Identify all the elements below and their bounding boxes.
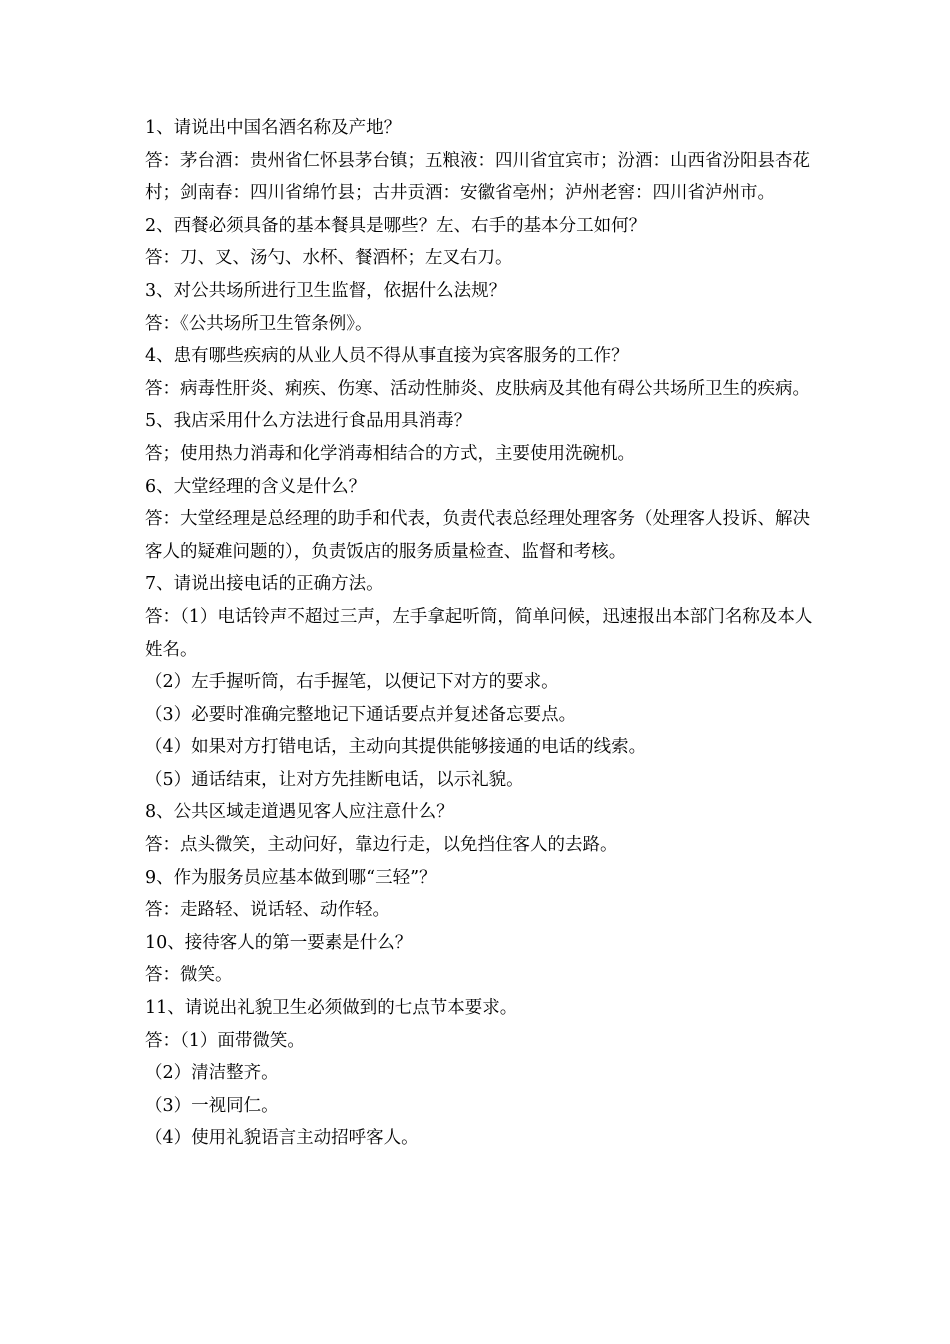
answer-7-step-3: （3）必要时准确完整地记下通话要点并复述备忘要点。 xyxy=(145,704,577,725)
question-11: 11、请说出礼貌卫生必须做到的七点节本要求。 xyxy=(145,998,518,1019)
question-8: 8、公共区域走道遇见客人应注意什么？ xyxy=(145,802,454,823)
answer-1: 答：茅台酒：贵州省仁怀县茅台镇；五粮液：四川省宜宾市；汾酒：山西省汾阳县杏花村；剑南春：四川省绵竹县；古井贡酒：安徽省亳州；泸州老窖：四川省泸州市。 xyxy=(145,150,810,204)
document-page xyxy=(145,112,813,1155)
answer-11-step-4: （4）使用礼貌语言主动招呼客人。 xyxy=(145,1128,419,1149)
answer-5: 答；使用热力消毒和化学消毒相结合的方式，主要使用洗碗机。 xyxy=(145,443,635,464)
answer-7-step-5: （5）通话结束，让对方先挂断电话，以示礼貌。 xyxy=(145,769,524,790)
question-4: 4、患有哪些疾病的从业人员不得从事直接为宾客服务的工作？ xyxy=(145,346,629,367)
question-7: 7、请说出接电话的正确方法。 xyxy=(145,574,384,595)
answer-4: 答：病毒性肝炎、痢疾、伤寒、活动性肺炎、皮肤病及其他有碍公共场所卫生的疾病。 xyxy=(145,378,810,399)
answer-7-step-4: （4）如果对方打错电话，主动向其提供能够接通的电话的线索。 xyxy=(145,737,647,758)
question-1: 1、请说出中国名酒名称及产地？ xyxy=(145,118,402,138)
answer-6: 答：大堂经理是总经理的助手和代表，负责代表总经理处理客务（处理客人投诉、解决客人的疑难问题的），负责饭店的服务质量检查、监督和考核。 xyxy=(145,509,810,562)
answer-2: 答：刀、叉、汤勺、水杯、餐酒杯；左叉右刀。 xyxy=(145,248,513,269)
answer-11-step-1: 答：（1）面带微笑。 xyxy=(145,1030,305,1051)
answer-3: 答：《公共场所卫生管条例》。 xyxy=(145,313,373,334)
question-9: 9、作为服务员应基本做到哪“三轻”？ xyxy=(145,867,437,888)
question-6: 6、大堂经理的含义是什么？ xyxy=(145,476,367,497)
answer-11-step-3: （3）一视同仁。 xyxy=(145,1095,279,1116)
question-2: 2、西餐必须具备的基本餐具是哪些？左、右手的基本分工如何？ xyxy=(145,215,647,236)
answer-10: 答：微笑。 xyxy=(145,965,233,986)
answer-7-step-2: （2）左手握听筒，右手握笔，以便记下对方的要求。 xyxy=(145,672,559,693)
question-5: 5、我店采用什么方法进行食品用具消毒？ xyxy=(145,411,472,432)
answer-11-step-2: （2）清洁整齐。 xyxy=(145,1063,279,1084)
question-3: 3、对公共场所进行卫生监督，依据什么法规？ xyxy=(145,280,507,301)
question-10: 10、接待客人的第一要素是什么？ xyxy=(145,932,413,953)
answer-8: 答：点头微笑，主动问好，靠边行走，以免挡住客人的去路。 xyxy=(145,835,618,856)
answer-9: 答：走路轻、说话轻、动作轻。 xyxy=(145,900,390,921)
answer-7-step-1: 答：（1）电话铃声不超过三声，左手拿起听筒，简单问候，迅速报出本部门名称及本人姓名。 xyxy=(145,606,813,660)
